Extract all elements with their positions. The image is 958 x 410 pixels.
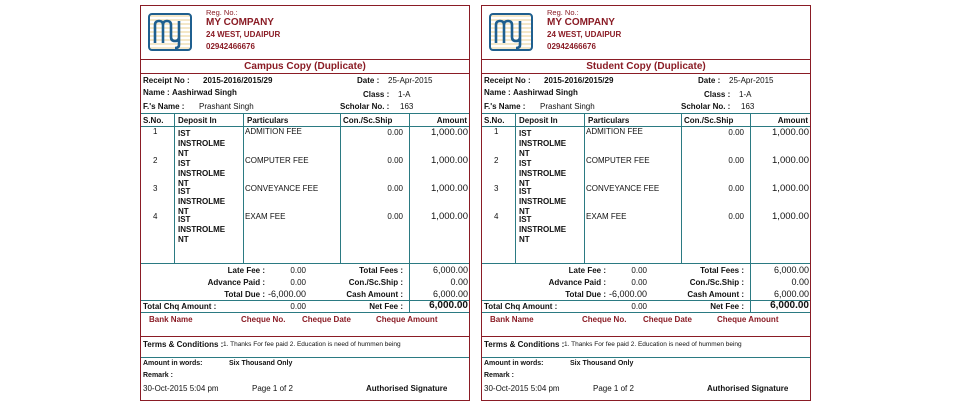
total-fees: 6,000.00 — [432, 265, 468, 275]
table-row-particulars: ADMITION FEE — [245, 127, 302, 136]
company-name: MY COMPANY — [206, 17, 274, 28]
bank-name-label: Bank Name — [490, 315, 534, 324]
cheque-no-label: Cheque No. — [582, 315, 627, 324]
reg-no-label: Reg. No.: — [206, 8, 238, 17]
table-row-particulars: ADMITION FEE — [586, 127, 643, 136]
con-ship: 0.00 — [450, 277, 468, 287]
table-row-deposit: NT — [519, 207, 530, 216]
table-row-sno: 2 — [153, 156, 158, 165]
page-number: Page 1 of 2 — [252, 384, 293, 393]
table-row-sno: 4 — [494, 212, 499, 221]
chq-amount-label: Total Chq Amount : — [143, 302, 217, 311]
terms-label: Terms & Conditions : — [143, 340, 224, 349]
amount-words: Six Thousand Only — [570, 360, 634, 367]
table-row-particulars: CONVEYANCE FEE — [245, 184, 319, 193]
student-class: 1-A — [398, 90, 411, 99]
cheque-amount-label: Cheque Amount — [717, 315, 779, 324]
col-header-sno: S.No. — [484, 116, 505, 125]
table-row-deposit: INSTROLME — [178, 197, 226, 206]
total-due-label: Total Due : — [224, 290, 265, 299]
chq-amount: 0.00 — [631, 302, 647, 311]
page-number: Page 1 of 2 — [593, 384, 634, 393]
name-label: Name : — [484, 88, 511, 97]
copy-title: Campus Copy (Duplicate) — [244, 61, 366, 72]
scholar-no: 163 — [400, 102, 414, 111]
table-row-deposit: NT — [178, 149, 189, 158]
remark-label: Remark : — [484, 372, 514, 379]
table-row-amount: 1,000.00 — [772, 155, 809, 166]
father-name-label: F.'s Name : — [484, 102, 526, 111]
table-row-amount: 1,000.00 — [431, 155, 468, 166]
col-header-amount: Amount — [777, 116, 808, 125]
authorised-signature: Authorised Signature — [707, 384, 789, 393]
table-row-deposit: IST — [178, 215, 191, 224]
table-row-deposit: NT — [178, 207, 189, 216]
table-row-amount: 1,000.00 — [772, 127, 809, 138]
company-address: 24 WEST, UDAIPUR — [206, 30, 281, 39]
table-row-deposit: INSTROLME — [519, 225, 567, 234]
table-row-amount: 1,000.00 — [431, 183, 468, 194]
date-label: Date : — [357, 76, 380, 85]
table-row-sno: 3 — [494, 184, 499, 193]
net-fee-label: Net Fee : — [369, 302, 403, 311]
col-header-sno: S.No. — [143, 116, 164, 125]
terms-text: 1. Thanks For fee paid 2. Education is need of hummen being — [223, 341, 401, 348]
terms-text: 1. Thanks For fee paid 2. Education is need of hummen being — [564, 341, 742, 348]
col-header-deposit: Deposit In — [519, 116, 558, 125]
table-row-con: 0.00 — [387, 156, 403, 165]
class-label: Class : — [363, 90, 390, 99]
col-header-amount: Amount — [436, 116, 467, 125]
table-row-con: 0.00 — [387, 128, 403, 137]
table-row-particulars: COMPUTER FEE — [586, 156, 650, 165]
table-row-deposit: NT — [178, 179, 189, 188]
table-row-deposit: NT — [178, 235, 189, 244]
copy-title: Student Copy (Duplicate) — [586, 61, 706, 72]
cheque-date-label: Cheque Date — [302, 315, 351, 324]
reg-no-label: Reg. No.: — [547, 8, 579, 17]
student-name: Aashirwad Singh — [172, 88, 237, 97]
table-row-deposit: IST — [178, 187, 191, 196]
student-class: 1-A — [739, 90, 752, 99]
table-row-sno: 1 — [494, 127, 499, 136]
father-name-label: F.'s Name : — [143, 102, 185, 111]
cash-amount-label: Cash Amount : — [687, 290, 744, 299]
scholar-no-label: Scholar No. : — [340, 102, 390, 111]
receipt-date: 25-Apr-2015 — [729, 76, 774, 85]
net-fee: 6,000.00 — [429, 300, 468, 311]
print-datetime: 30-Oct-2015 5:04 pm — [143, 384, 219, 393]
company-phone: 02942466676 — [206, 42, 255, 51]
company-phone: 02942466676 — [547, 42, 596, 51]
table-row-amount: 1,000.00 — [772, 211, 809, 222]
col-header-particulars: Particulars — [247, 116, 289, 125]
cash-amount-label: Cash Amount : — [346, 290, 403, 299]
table-row-deposit: INSTROLME — [519, 139, 567, 148]
table-row-deposit: IST — [519, 159, 532, 168]
table-row-con: 0.00 — [728, 156, 744, 165]
total-fees-label: Total Fees : — [700, 266, 744, 275]
company-name: MY COMPANY — [547, 17, 615, 28]
cash-amount: 6,000.00 — [432, 289, 468, 299]
table-row-particulars: COMPUTER FEE — [245, 156, 309, 165]
receipt-no: 2015-2016/2015/29 — [203, 76, 273, 85]
col-header-deposit: Deposit In — [178, 116, 217, 125]
chq-amount-label: Total Chq Amount : — [484, 302, 558, 311]
table-row-amount: 1,000.00 — [772, 183, 809, 194]
table-row-deposit: IST — [178, 159, 191, 168]
col-header-con: Con./Sc.Ship — [684, 116, 734, 125]
cheque-date-label: Cheque Date — [643, 315, 692, 324]
late-fee: 0.00 — [631, 266, 647, 275]
scholar-no: 163 — [741, 102, 755, 111]
student-copy — [481, 5, 811, 401]
table-row-amount: 1,000.00 — [431, 127, 468, 138]
table-row-deposit: INSTROLME — [178, 225, 226, 234]
late-fee-label: Late Fee : — [227, 266, 265, 275]
terms-label: Terms & Conditions : — [484, 340, 565, 349]
table-row-con: 0.00 — [387, 212, 403, 221]
date-label: Date : — [698, 76, 721, 85]
table-row-particulars: EXAM FEE — [245, 212, 286, 221]
cash-amount: 6,000.00 — [773, 289, 809, 299]
class-label: Class : — [704, 90, 731, 99]
table-row-deposit: NT — [519, 235, 530, 244]
advance-paid-label: Advance Paid : — [207, 278, 265, 287]
amount-words-label: Amount in words: — [143, 360, 203, 367]
table-row-deposit: NT — [519, 149, 530, 158]
total-fees: 6,000.00 — [773, 265, 809, 275]
bank-name-label: Bank Name — [149, 315, 193, 324]
advance-paid: 0.00 — [290, 278, 306, 287]
receipt-no: 2015-2016/2015/29 — [544, 76, 614, 85]
col-header-particulars: Particulars — [588, 116, 630, 125]
net-fee: 6,000.00 — [770, 300, 809, 311]
total-fees-label: Total Fees : — [359, 266, 403, 275]
con-ship-label: Con./Sc.Ship : — [348, 278, 403, 287]
father-name: Prashant Singh — [199, 102, 254, 111]
total-due: -6,000.00 — [267, 289, 306, 299]
name-label: Name : — [143, 88, 170, 97]
student-name: Aashirwad Singh — [513, 88, 578, 97]
company-logo — [148, 13, 192, 51]
total-due: -6,000.00 — [608, 289, 647, 299]
table-row-deposit: IST — [519, 215, 532, 224]
table-row-particulars: CONVEYANCE FEE — [586, 184, 660, 193]
print-datetime: 30-Oct-2015 5:04 pm — [484, 384, 560, 393]
table-row-sno: 3 — [153, 184, 158, 193]
chq-amount: 0.00 — [290, 302, 306, 311]
table-row-con: 0.00 — [728, 212, 744, 221]
cheque-amount-label: Cheque Amount — [376, 315, 438, 324]
company-header — [141, 6, 469, 59]
company-address: 24 WEST, UDAIPUR — [547, 30, 622, 39]
remark-label: Remark : — [143, 372, 173, 379]
table-row-deposit: NT — [519, 179, 530, 188]
company-logo — [489, 13, 533, 51]
table-row-particulars: EXAM FEE — [586, 212, 627, 221]
table-row-deposit: INSTROLME — [178, 139, 226, 148]
col-header-con: Con./Sc.Ship — [343, 116, 393, 125]
table-row-con: 0.00 — [728, 128, 744, 137]
amount-words-label: Amount in words: — [484, 360, 544, 367]
table-row-con: 0.00 — [387, 184, 403, 193]
receipt-date: 25-Apr-2015 — [388, 76, 433, 85]
table-row-amount: 1,000.00 — [431, 211, 468, 222]
company-header — [482, 6, 810, 59]
advance-paid-label: Advance Paid : — [548, 278, 606, 287]
table-row-sno: 1 — [153, 127, 158, 136]
receipt-no-label: Receipt No : — [484, 76, 531, 85]
table-row-deposit: INSTROLME — [519, 169, 567, 178]
total-due-label: Total Due : — [565, 290, 606, 299]
authorised-signature: Authorised Signature — [366, 384, 448, 393]
cheque-no-label: Cheque No. — [241, 315, 286, 324]
table-row-deposit: IST — [519, 187, 532, 196]
amount-words: Six Thousand Only — [229, 360, 293, 367]
father-name: Prashant Singh — [540, 102, 595, 111]
late-fee-label: Late Fee : — [568, 266, 606, 275]
table-row-con: 0.00 — [728, 184, 744, 193]
con-ship: 0.00 — [791, 277, 809, 287]
advance-paid: 0.00 — [631, 278, 647, 287]
scholar-no-label: Scholar No. : — [681, 102, 731, 111]
table-row-deposit: INSTROLME — [519, 197, 567, 206]
late-fee: 0.00 — [290, 266, 306, 275]
table-row-deposit: IST — [519, 129, 532, 138]
table-row-deposit: INSTROLME — [178, 169, 226, 178]
table-row-sno: 2 — [494, 156, 499, 165]
table-row-sno: 4 — [153, 212, 158, 221]
table-row-deposit: IST — [178, 129, 191, 138]
campus-copy — [140, 5, 470, 401]
net-fee-label: Net Fee : — [710, 302, 744, 311]
receipt-no-label: Receipt No : — [143, 76, 190, 85]
con-ship-label: Con./Sc.Ship : — [689, 278, 744, 287]
